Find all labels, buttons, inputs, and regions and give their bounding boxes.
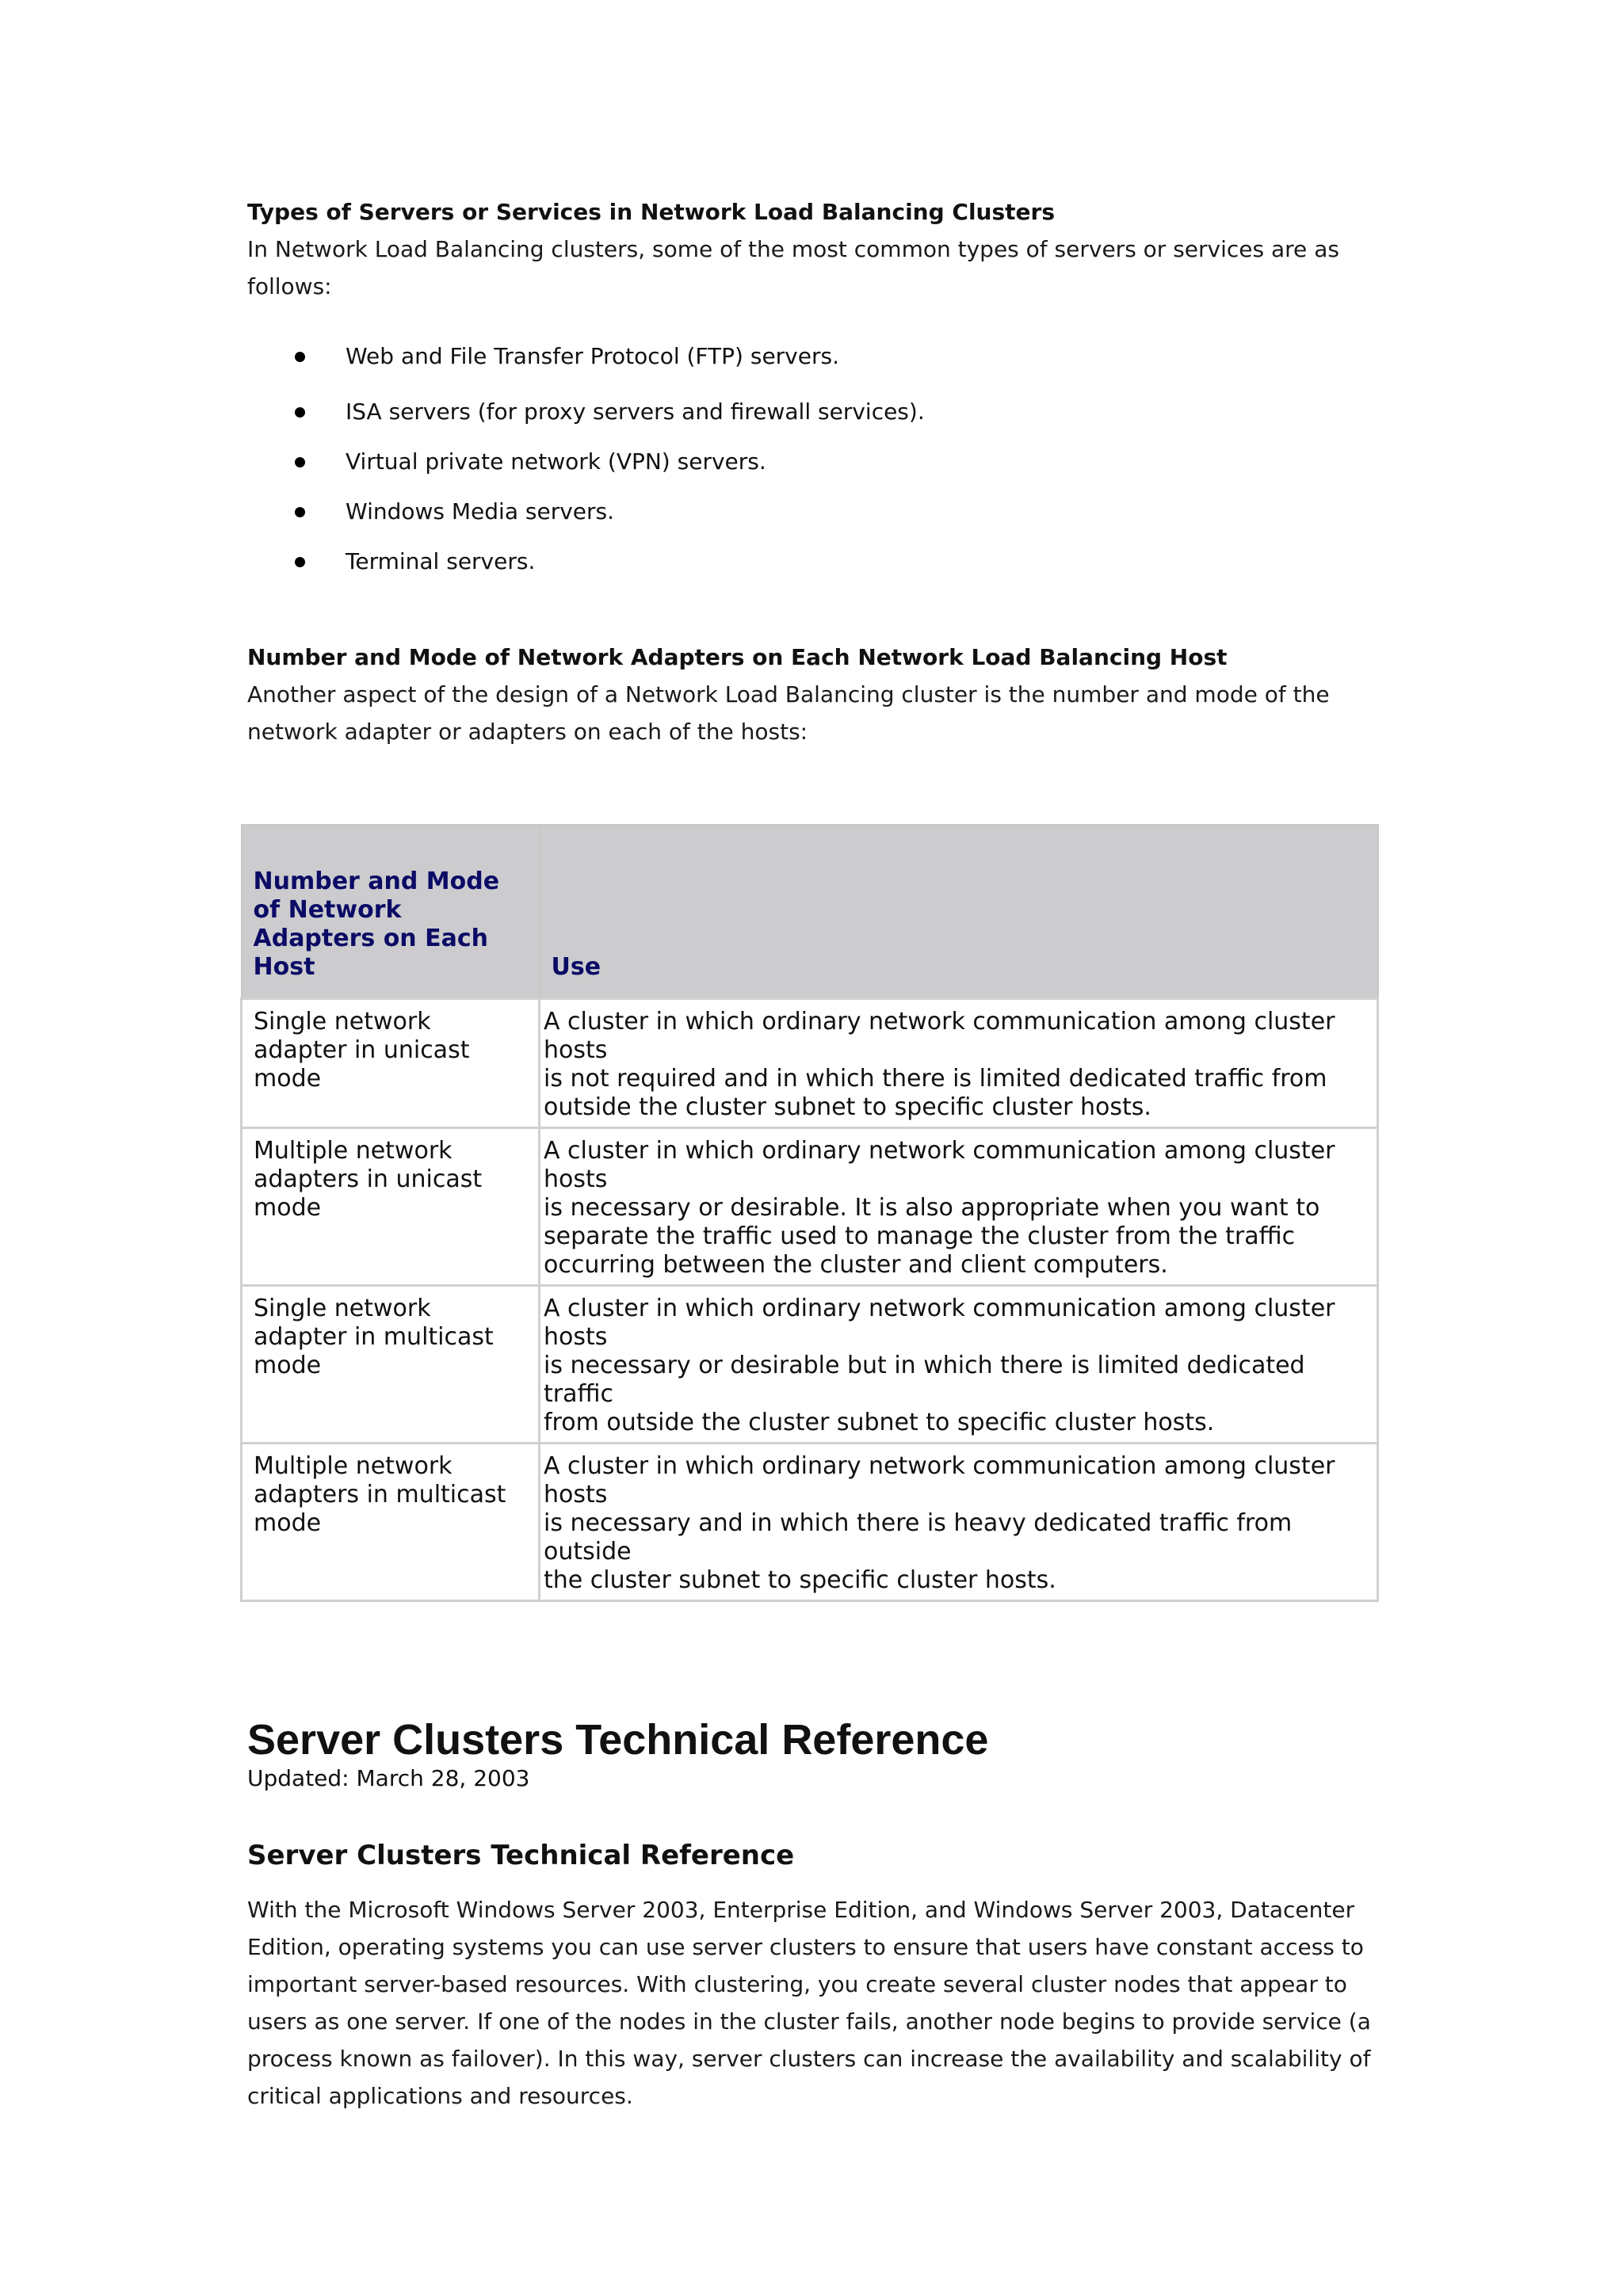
section-body xyxy=(247,1891,1373,2115)
table-row xyxy=(242,999,1378,1128)
cell-line: is necessary or desirable. It is also appropriate when you want to xyxy=(544,1194,1320,1222)
use-cell xyxy=(540,1128,1378,1286)
paragraph-line: process known as failover). In this way, server clusters can increase the availability and scalability of xyxy=(247,2046,1371,2072)
paragraph-line: In Network Load Balancing clusters, some of the most common types of servers or services are as xyxy=(247,236,1339,262)
paragraph-line: critical applications and resources. xyxy=(247,2083,633,2109)
bullet-icon xyxy=(295,457,305,467)
table-header-row xyxy=(242,825,1378,999)
header-line: Adapters on Each xyxy=(253,925,488,952)
bullet-icon xyxy=(295,507,305,517)
paragraph-line: Another aspect of the design of a Network Load Balancing cluster is the number and mode of the xyxy=(247,681,1330,707)
cell-line: adapter in multicast xyxy=(254,1323,494,1351)
use-cell xyxy=(540,999,1378,1128)
cell-line: A cluster in which ordinary network communication among cluster hosts xyxy=(544,1137,1335,1193)
table-row xyxy=(242,1128,1378,1286)
cell-line: separate the traffic used to manage the cluster from the traffic xyxy=(544,1222,1296,1250)
section-heading: Number and Mode of Network Adapters on Each Network Load Balancing Host xyxy=(247,644,1228,670)
cell-line: adapters in unicast xyxy=(254,1165,483,1193)
cell-line: mode xyxy=(254,1065,322,1093)
paragraph-line: important server-based resources. With clustering, you create several cluster nodes that appear to xyxy=(247,1971,1347,1997)
header-line: of Network xyxy=(253,896,402,924)
paragraph-line: With the Microsoft Windows Server 2003, Enterprise Edition, and Windows Server 2003, Datacenter xyxy=(247,1897,1355,1923)
cell-line: the cluster subnet to specific cluster hosts. xyxy=(544,1566,1056,1594)
column-header-mode xyxy=(242,825,540,999)
mode-cell xyxy=(242,1128,540,1286)
list-item-text: Web and File Transfer Protocol (FTP) servers. xyxy=(346,343,839,369)
table-row xyxy=(242,1444,1378,1601)
cell-line: Multiple network xyxy=(254,1137,453,1165)
section-server-types xyxy=(247,193,1373,305)
column-header-use: Use xyxy=(540,825,1378,999)
cell-line: mode xyxy=(254,1194,322,1222)
list-item-text: ISA servers (for proxy servers and firewall services). xyxy=(346,399,925,425)
cell-line: from outside the cluster subnet to specific cluster hosts. xyxy=(544,1409,1215,1436)
paragraph-line: users as one server. If one of the nodes in the cluster fails, another node begins to provide service (a xyxy=(247,2008,1371,2035)
mode-cell xyxy=(242,1444,540,1601)
bullet-icon xyxy=(295,352,305,362)
cell-line: is necessary or desirable but in which there is limited dedicated traffic xyxy=(544,1352,1305,1408)
use-cell xyxy=(540,1444,1378,1601)
cell-line: adapter in unicast xyxy=(254,1036,470,1064)
section-heading: Types of Servers or Services in Network Load Balancing Clusters xyxy=(247,199,1055,225)
list-item-text: Terminal servers. xyxy=(346,548,536,574)
cell-line: is not required and in which there is limited dedicated traffic from xyxy=(544,1065,1327,1093)
cell-line: Single network xyxy=(254,1008,431,1035)
page-title: Server Clusters Technical Reference xyxy=(247,1716,989,1764)
section-subtitle: Server Clusters Technical Reference xyxy=(247,1840,795,1871)
use-cell xyxy=(540,1286,1378,1444)
cell-line: outside the cluster subnet to specific cluster hosts. xyxy=(544,1093,1151,1121)
header-line: Number and Mode xyxy=(253,868,500,895)
cell-line: mode xyxy=(254,1509,322,1537)
bullet-icon xyxy=(295,407,305,418)
updated-date: Updated: March 28, 2003 xyxy=(247,1765,530,1791)
bullet-icon xyxy=(295,557,305,567)
cell-line: mode xyxy=(254,1352,322,1379)
mode-cell xyxy=(242,999,540,1128)
paragraph-line: network adapter or adapters on each of the hosts: xyxy=(247,719,808,745)
cell-line: is necessary and in which there is heavy dedicated traffic from outside xyxy=(544,1509,1293,1566)
paragraph-line: Edition, operating systems you can use server clusters to ensure that users have constant access to xyxy=(247,1934,1364,1960)
mode-cell xyxy=(242,1286,540,1444)
header-line: Host xyxy=(253,953,315,981)
paragraph-line: follows: xyxy=(247,273,332,299)
list-item-text: Virtual private network (VPN) servers. xyxy=(346,448,766,475)
cell-line: occurring between the cluster and client computers. xyxy=(544,1251,1168,1279)
cell-line: Single network xyxy=(254,1295,431,1322)
section-adapters xyxy=(247,639,1373,750)
adapters-table xyxy=(240,824,1379,1602)
cell-line: Multiple network xyxy=(254,1452,453,1480)
cell-line: adapters in multicast xyxy=(254,1481,506,1508)
cell-line: A cluster in which ordinary network communication among cluster hosts xyxy=(544,1295,1335,1351)
list-item-text: Windows Media servers. xyxy=(346,498,615,524)
table-row xyxy=(242,1286,1378,1444)
cell-line: A cluster in which ordinary network communication among cluster hosts xyxy=(544,1008,1335,1064)
cell-line: A cluster in which ordinary network communication among cluster hosts xyxy=(544,1452,1335,1508)
